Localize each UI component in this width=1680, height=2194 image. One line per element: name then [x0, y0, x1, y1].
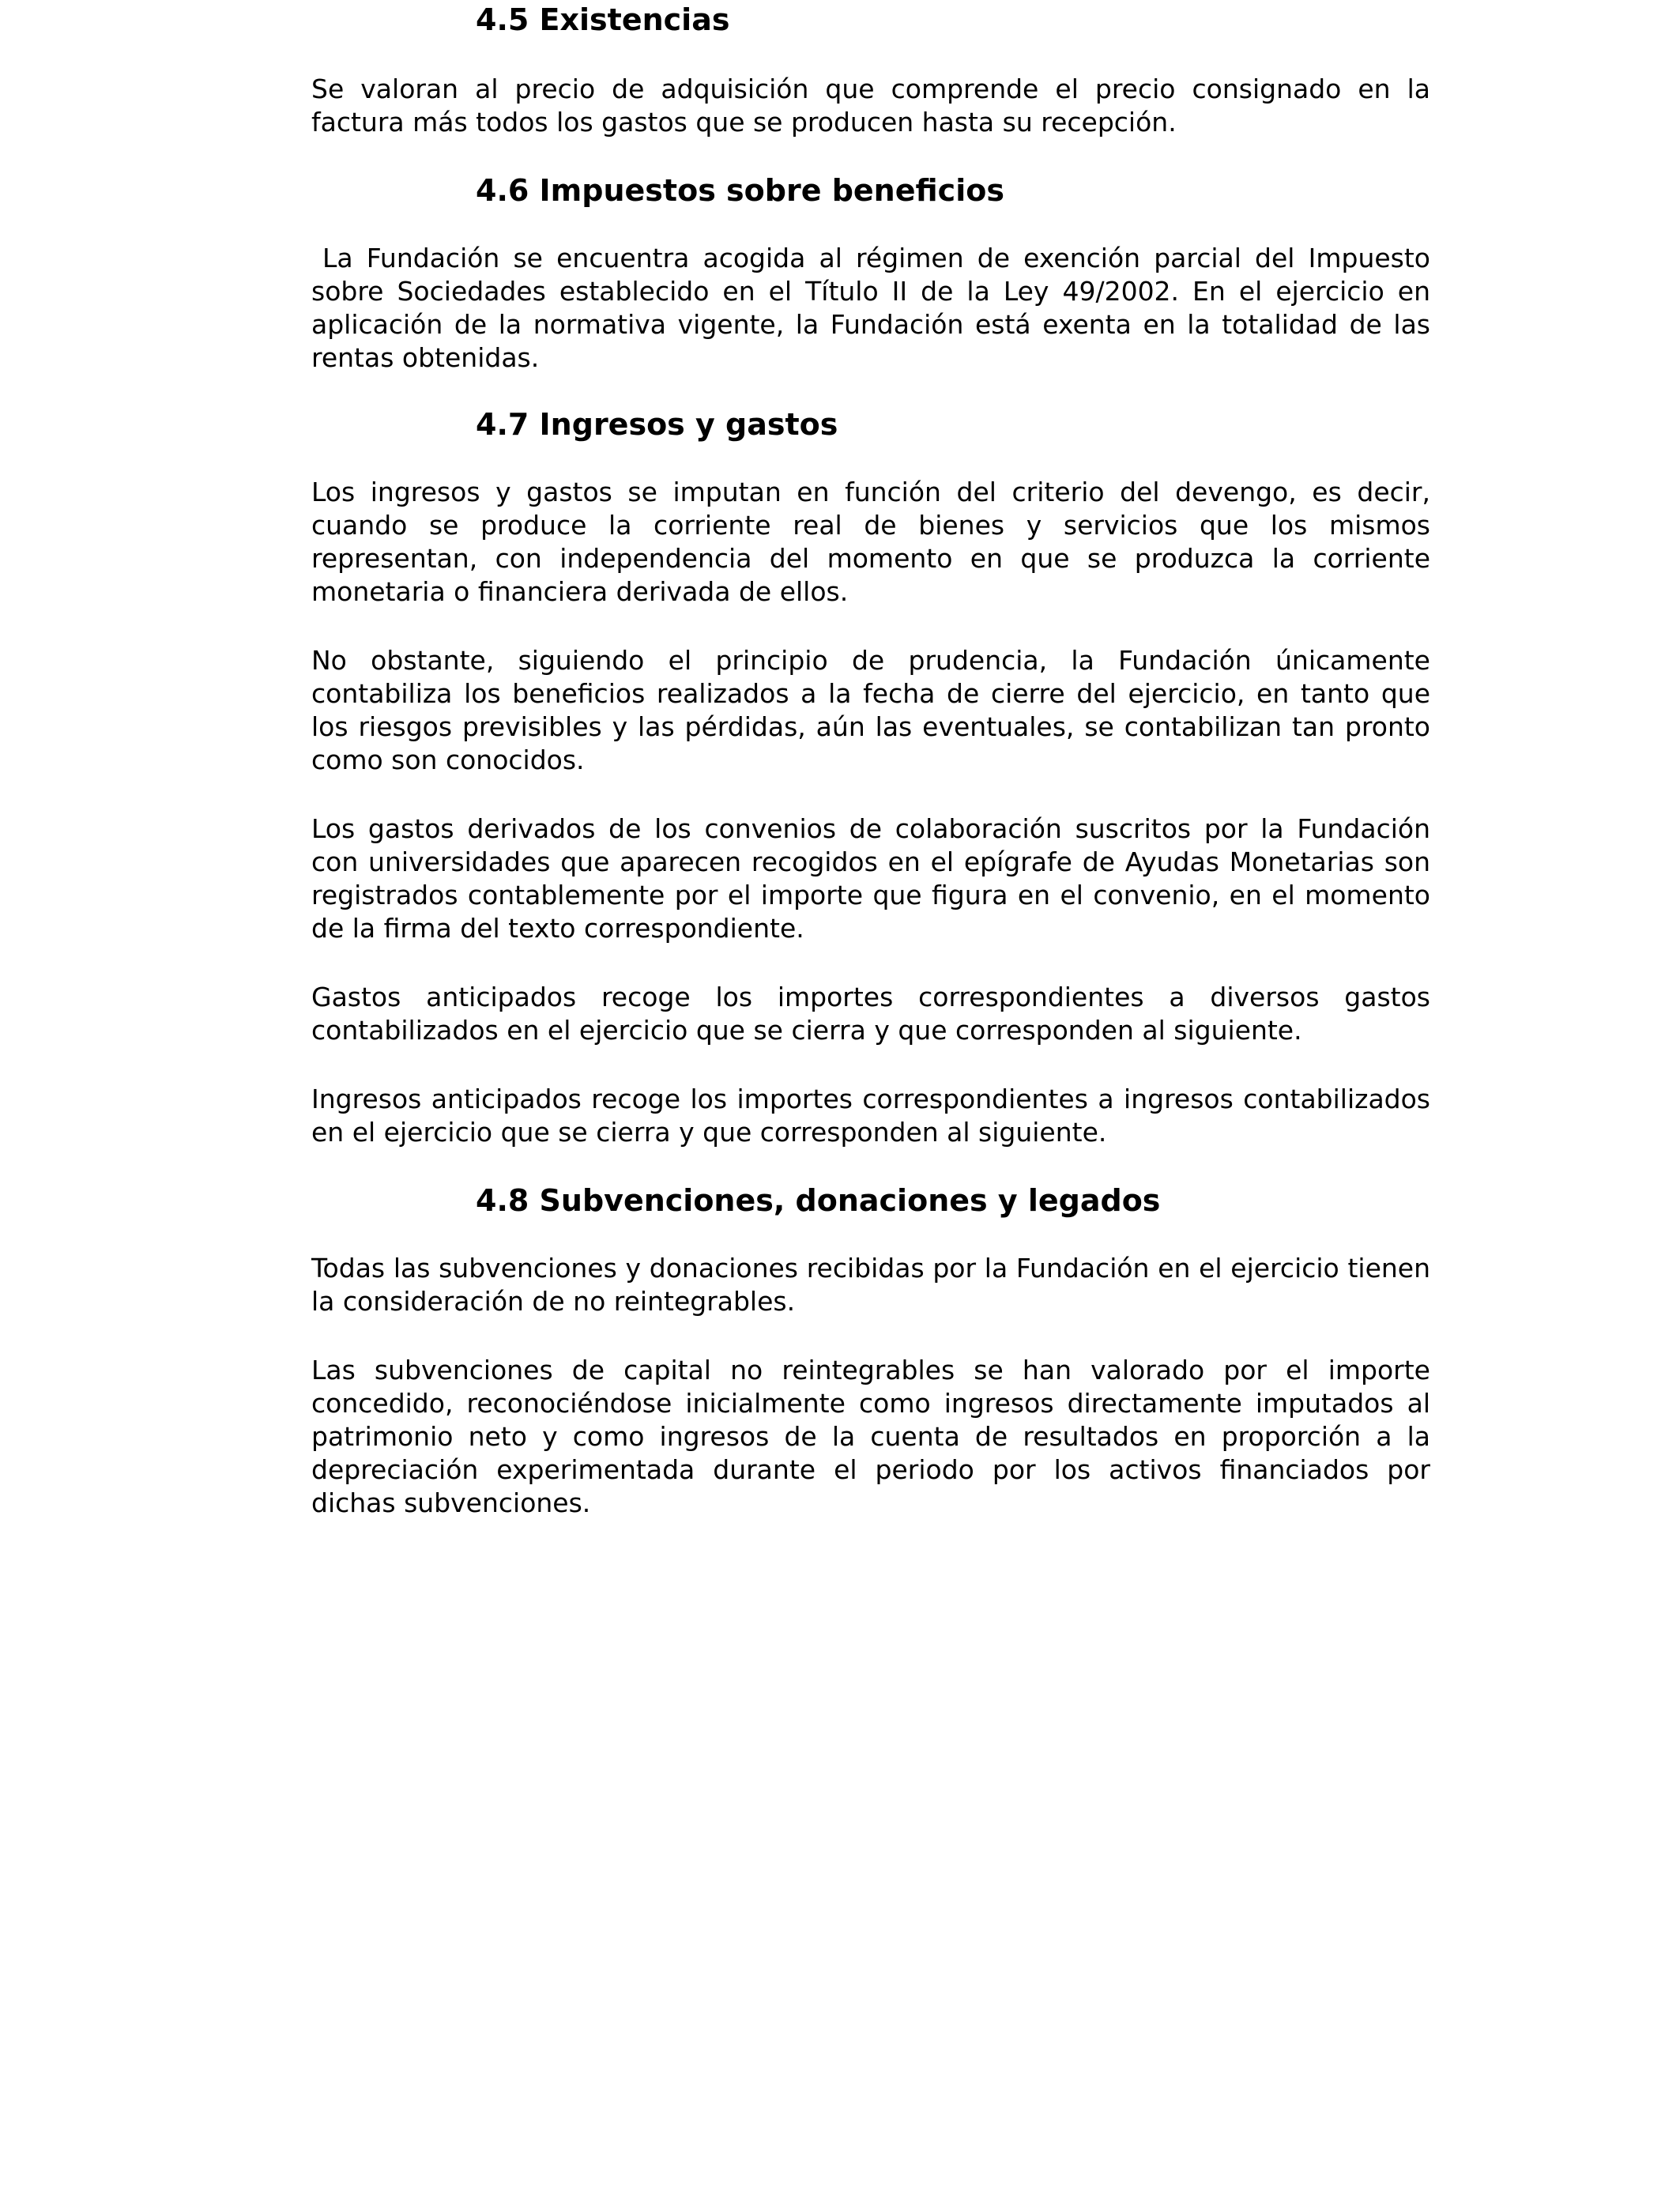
paragraph-convenios: Los gastos derivados de los convenios de colaboración suscritos por la Fundación con universidades que aparecen recogidos en el epígrafe de Ayudas Monetarias son registrados contablemente por el importe que figura en el convenio, en el momento de la firma del texto correspondiente.: [311, 813, 1430, 944]
document-page: [311, 0, 1430, 1520]
section-heading-impuestos: 4.6 Impuestos sobre beneficios: [476, 173, 1004, 208]
paragraph-existencias: Se valoran al precio de adquisición que comprende el precio consignado en la factura más todos los gastos que se producen hasta su recepción.: [311, 74, 1430, 138]
section-heading-ingresos-gastos: 4.7 Ingresos y gastos: [476, 407, 838, 442]
paragraph-gastos-anticipados: Gastos anticipados recoge los importes correspondientes a diversos gastos contabilizados en el ejercicio que se cierra y que corresponden al siguiente.: [311, 982, 1430, 1046]
paragraph-impuestos: La Fundación se encuentra acogida al régimen de exención parcial del Impuesto sobre Sociedades establecido en el Título II de la Ley 49/2002. En el ejercicio en aplicación de la normativa vigente, la Fundación está exenta en la totalidad de las rentas obtenidas.: [311, 243, 1430, 373]
paragraph-devengo: Los ingresos y gastos se imputan en función del criterio del devengo, es decir, cuando se produce la corriente real de bienes y servicios que los mismos representan, con independencia del momento en que se produzca la corriente monetaria o financiera derivada de ellos.: [311, 477, 1430, 607]
paragraph-ingresos-anticipados: Ingresos anticipados recoge los importes correspondientes a ingresos contabilizados en el ejercicio que se cierra y que corresponden al siguiente.: [311, 1084, 1430, 1148]
paragraph-no-reintegrables: Todas las subvenciones y donaciones recibidas por la Fundación en el ejercicio tienen la consideración de no reintegrables.: [311, 1253, 1430, 1317]
paragraph-prudencia: No obstante, siguiendo el principio de prudencia, la Fundación únicamente contabiliza los beneficios realizados a la fecha de cierre del ejercicio, en tanto que los riesgos previsibles y las pérdidas, aún las eventuales, se contabilizan tan pronto como son conocidos.: [311, 645, 1430, 775]
section-heading-existencias: 4.5 Existencias: [476, 2, 730, 37]
paragraph-subvenciones-capital: Las subvenciones de capital no reintegrables se han valorado por el importe concedido, reconociéndose inicialmente como ingresos directamente imputados al patrimonio neto y como ingresos de la cuenta de resultados en proporción a la depreciación experimentada durante el periodo por los activos financiados por dichas subvenciones.: [311, 1355, 1430, 1518]
section-heading-subvenciones: 4.8 Subvenciones, donaciones y legados: [476, 1183, 1161, 1218]
